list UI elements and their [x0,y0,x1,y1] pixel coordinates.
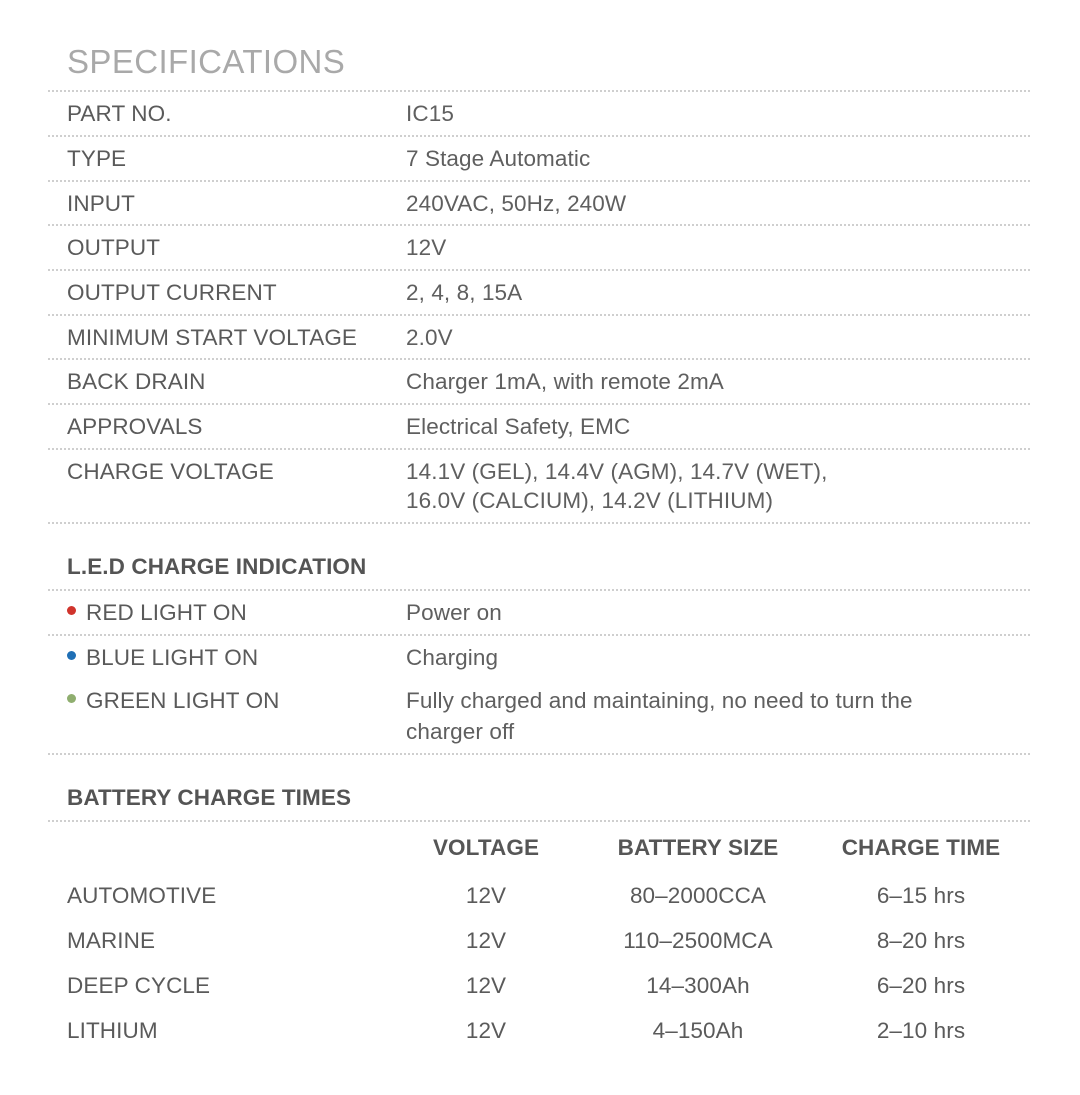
table-row [48,450,1030,522]
table-row [48,182,1030,225]
spec-label: MINIMUM START VOLTAGE [67,324,358,350]
spec-label: CHARGE VOLTAGE [67,458,274,484]
spec-label: APPROVALS [67,414,203,440]
table-row [48,405,1030,448]
column-header-battery-size: BATTERY SIZE [617,834,779,860]
section-heading-charge-times: BATTERY CHARGE TIMES [67,784,352,810]
table-row [48,679,1030,752]
led-label-cell [48,643,406,673]
cell-voltage: 12V [465,1017,507,1043]
spec-value [406,457,1030,516]
table-row [48,271,1030,314]
page-title: SPECIFICATIONS [67,43,346,80]
cell-type: LITHIUM [67,1017,158,1043]
led-label: GREEN LIGHT ON [86,688,280,714]
led-description: Charging [406,645,499,671]
table-row [48,316,1030,359]
column-header-voltage: VOLTAGE [432,834,540,860]
column-header-charge-time: CHARGE TIME [841,834,1001,860]
table-row [48,591,1030,634]
cell-type: MARINE [67,927,156,953]
table-row [48,92,1030,135]
led-label-cell [48,686,406,716]
specifications-table [0,92,1080,524]
cell-charge-time: 6–20 hrs [876,972,966,998]
section-heading-led: L.E.D CHARGE INDICATION [67,554,367,580]
spec-value-line-2: 16.0V (CALCIUM), 14.2V (LITHIUM) [406,488,774,514]
table-row [48,1008,1030,1053]
cell-charge-time: 8–20 hrs [876,927,966,953]
cell-type: DEEP CYCLE [67,972,211,998]
spec-value: 240VAC, 50Hz, 240W [406,190,627,216]
spec-value: 7 Stage Automatic [406,145,591,171]
cell-battery-size: 80–2000CCA [629,882,767,908]
led-indication-table [0,591,1080,755]
table-row [48,873,1030,918]
cell-type: AUTOMOTIVE [67,882,217,908]
cell-charge-time: 6–15 hrs [876,882,966,908]
battery-charge-times-table [48,822,1030,1053]
led-dot-blue-icon [67,651,76,660]
spec-label: PART NO. [67,101,172,127]
spec-label: OUTPUT CURRENT [67,280,277,306]
table-header-row [48,822,1030,873]
spec-value: IC15 [406,101,454,127]
led-label: RED LIGHT ON [86,600,247,626]
cell-voltage: 12V [465,972,507,998]
spec-value: 2.0V [406,324,453,350]
led-dot-red-icon [67,606,76,615]
spec-value: 2, 4, 8, 15A [406,280,523,306]
led-label: BLUE LIGHT ON [86,645,259,671]
table-row [48,226,1030,269]
table-row [48,918,1030,963]
cell-voltage: 12V [465,882,507,908]
table-row [48,360,1030,403]
spec-value-line-1: 14.1V (GEL), 14.4V (AGM), 14.7V (WET), [406,458,828,484]
table-row [48,636,1030,679]
spec-label: TYPE [67,145,127,171]
table-row [48,137,1030,180]
spec-label: OUTPUT [67,235,161,261]
spec-value: 12V [406,235,447,261]
cell-charge-time: 2–10 hrs [876,1017,966,1043]
led-description: Fully charged and maintaining, no need to turn the charger off [406,688,913,744]
cell-voltage: 12V [465,927,507,953]
cell-battery-size: 14–300Ah [646,972,750,998]
spec-value: Charger 1mA, with remote 2mA [406,369,724,395]
spec-label: INPUT [67,190,135,216]
led-description: Power on [406,600,502,626]
spec-label: BACK DRAIN [67,369,206,395]
cell-battery-size: 110–2500MCA [623,927,773,953]
led-label-cell [48,598,406,628]
table-row [48,963,1030,1008]
column-header-type [48,822,388,873]
spec-value: Electrical Safety, EMC [406,414,631,440]
cell-battery-size: 4–150Ah [652,1017,744,1043]
led-dot-green-icon [67,694,76,703]
